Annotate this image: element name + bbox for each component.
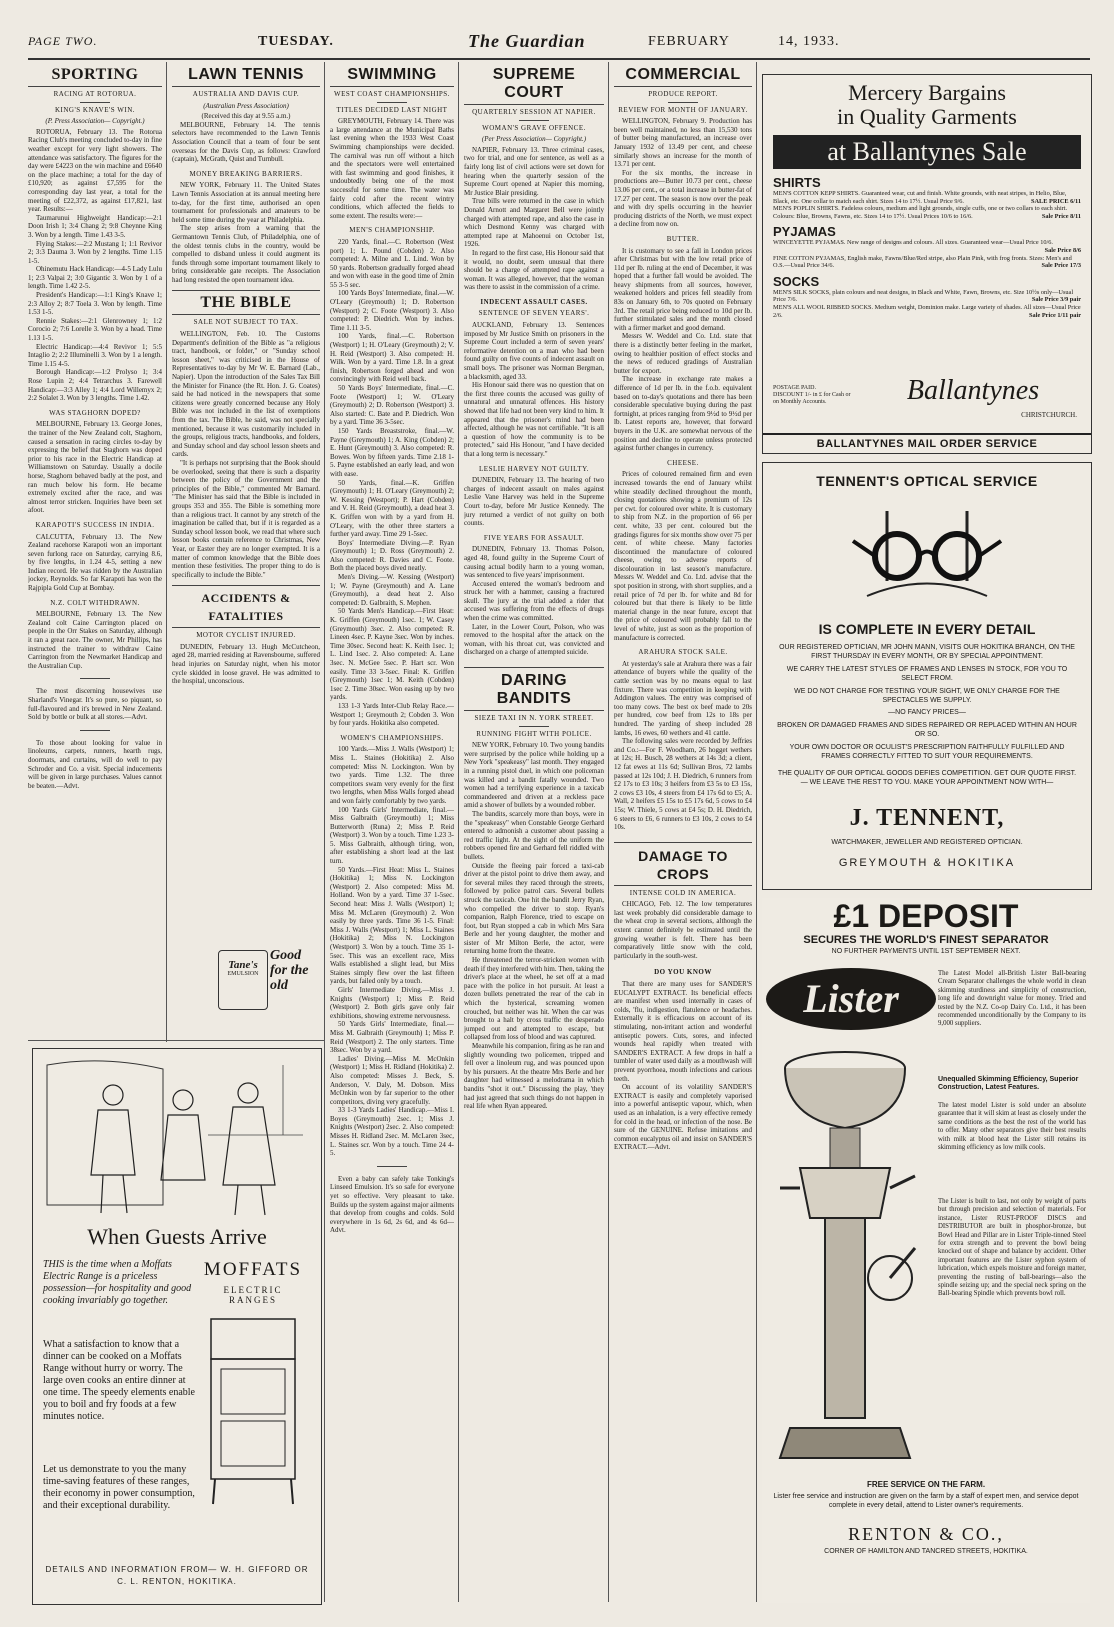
credit: (Per Press Association— Copyright.) [481, 135, 587, 144]
advertisement: To those about looking for value in linoleums, carpets, runners, hearth rugs, doormats, and curtains, will do well to pay Schroder and Co. a visit. Special inducements will be given in large purchases. Values cannot be beaten.—Advt. [28, 738, 162, 790]
divider [377, 102, 407, 103]
tennent-line: BROKEN OR DAMAGED FRAMES AND SIDES REPAIRED OR REPLACED WITHIN AN HOUR OR SO. [777, 722, 1077, 738]
credit: (Australian Press Association) [203, 101, 289, 110]
column-rule [458, 62, 459, 1602]
advertisement: Even a baby can safely take Tonking's Linseed Emulsion. It's so safe for everyone yet so effective. Very pleasant to take. Builds up the system against major ailments that develop from coughs and colds. Sold everywhere in 1s 6d, 2s 6d, and 4s 6d—Advt. [330, 1174, 454, 1235]
product-item [773, 289, 1081, 304]
paragraph: MELBOURNE, February 13. George Jones, the trainer of the New Zealand colt, Staghorn, caused a sensation in racing circles to-day by expressing the belief that Staghorn was doped prior to his race in the Electric Handicap at Williamstown on Saturday. Usually a docile horse, Staghorn behaved badly at the post, and ran much below his form. He became extremely excited after the race, and was almost terror stricken. Inquiries have been set afoot. [28, 420, 162, 515]
lister-dealer: RENTON & CO., [848, 1524, 1004, 1544]
tennis-column [172, 62, 320, 892]
city: CHRISTCHURCH. [1021, 411, 1077, 419]
paragraph: DUNEDIN, February 13. The hearing of two charges of indecent assault on males against Leslie Vane Harvey was held in the Supreme Court to-day, before Mr Justice Kennedy. The jury returned a verdict of not guilty on both counts. [464, 476, 604, 528]
page-number: PAGE TWO. [28, 34, 98, 48]
paragraph: 220 Yards, final.—C. Robertson (West port) 1; L. Pound (Cobden) 2. Also competed: A. Milne and L. Lind. Won by 50 yards. Robertson gradually forged ahead and won with ease in the good time of 2min 55 3-5 sec. [330, 237, 454, 289]
subhead: PRODUCE REPORT. [648, 90, 718, 98]
paragraph: 133 1-3 Yards Inter-Club Relay Race.—Westport 1; Greymouth 2; Cobden 3. Won by four yards. Hokitika also competed. [330, 701, 454, 728]
paragraph: Boys' Intermediate Diving.—P. Ryan (Greymouth) 1; D. Ross (Greymouth) 2. Also competed: R. Davies and C. Foote. Both the placed boys dived neatly. [330, 538, 454, 573]
crops-heading: DAMAGE TO CROPS [614, 842, 752, 886]
paragraph: True bills were returned in the case in which Donald Arnott and Margaret Bell were jointly charged with attempted rape, and also the case in which Desmond Kenny was charged with attempted rape at Mahoenui on October 1st, 1926. [464, 197, 604, 249]
lister-text: The Latest Model all-British Lister Ball-bearing Cream Separator challenges the whole world in clean skimming sturdiness and simplicity of construction, long life and downright value for money. Tried and tested by the N.Z. Co-op Dairy Co. Ltd., it has been recommended unconditionally by the Company to its 9,000 suppliers. [938, 970, 1086, 1028]
subhead: WEST COAST CHAMPIONSHIPS. [334, 90, 450, 98]
subhead: BUTTER. [666, 234, 700, 243]
ad-line: old [270, 978, 288, 993]
paragraph: MELBOURNE, February 14. The tennis selectors have recommended to the Lawn Tennis Association Council that a team of four be sent overseas for the Davis Cup, as follows: Crawford (captain), McGrath, Quist and Turnbull. [172, 120, 320, 164]
paragraph: For the six months, the increase in productions are—Butter 10.73 per cent., cheese 13.06 per cent., or a total increase in butter-fat of 17.27 per cent. The season is now over the peak and with dry spells occurring in the heavier producing districts of the North, we must expect a decline from now on. [614, 168, 752, 229]
section-heading: SOCKS [773, 273, 820, 289]
product-price: Sale Price 1/11 pair [1029, 311, 1081, 319]
commercial-heading: COMMERCIAL [614, 66, 752, 87]
note: (Received this day at 9.55 a.m.) [201, 112, 291, 121]
moffats-footer: DETAILS AND INFORMATION FROM— W. H. GIFFORD OR C. L. RENTON, HOKITIKA. [45, 1565, 309, 1586]
paragraph: The increase in exchange rate makes a difference of 1d per lb. in the f.o.b. equivalent based on to-day's quotations and there has been considerable speculative buying during the past fortnight, at prices ranging from 9½d to 9½d per lb. Latest reports are, however, that forward buyers in the U.K. are somewhat nervous of the position and decline to operate unless protected against further changes in currency. [614, 375, 752, 453]
paragraph: He threatened the terror-stricken women with death if they interfered with him. Then, taking the driver's place at the wheel, he set off at a mad pace with the police in hot pursuit. At least a dozen bullets penetrated the rear of the cab in which the hysterical, screaming women crouched, but neither was hit. When the car was brought to a halt by cross traffic the desperado jumped out and attempted to escape, but collapsed from loss of blood and was captured. [464, 956, 604, 1042]
subhead: QUARTERLY SESSION AT NAPIER. [472, 108, 596, 116]
paragraph: NAPIER, February 13. Three criminal cases, two for trial, and one for sentence, as well as a fairly long list of civil actions were set down for hearing when the quarterly session of the Supreme Court opened at Napier this morning, Mr Justice Blair presiding. [464, 145, 604, 197]
lister-text: The Lister is built to last, not only by weight of parts but through precision and selection of materials. For instance, Lister RUST-PROOF DISCS and DISTRIBUTOR are built in phosphor-bronze, but Bowl Head and Pillar are in Lister Triple-tinned Steel for extra strength and to prevent the bowl being knocked out of shape and balance by accident. Other important features are the Lister syphon system of lubrication, which expels moisture and foreign matter, preventing the rusting of ball-bearings—also the spindle seizing up; and the special neck spring on the Ball-bearing Spindle which prevents bowl roll. [938, 1198, 1086, 1298]
moffats-body: Let us demonstrate to you the many time-saving features of these ranges, their economy in power consumption, and their exceptional durability. [43, 1464, 195, 1511]
paragraph: Meanwhile his companion, firing as he ran and slightly wounding two policemen, tripped and fell over a linoleum rug, and was pounced upon by his pursuers. At the theatre Mrs Berle and her daughter had witnessed a melodrama in which bandits "shot it out." Discussing the play, 'they had just agreed that such things do not happen in real life when Ryan appeared. [464, 1042, 604, 1111]
paragraph: Girls' Intermediate Diving.—Miss J. Knights (Westport) 1; Miss P. Reid (Westport) 2. Both girls gave only fair exhibitions, showing extreme nervousness. [330, 985, 454, 1020]
subhead: AUSTRALIA AND DAVIS CUP. [192, 90, 300, 98]
paragraph: WELLINGTON, February 9. Production has been well maintained, no less than 15,530 tons of butter being manufactured, an increase over January 1932 of 13.49 per cent, and cheese similarly shows an increase for the month of 13.71 per cent. [614, 117, 752, 169]
postage-note: POSTAGE PAID. [773, 385, 816, 391]
section-heading: SHIRTS [773, 175, 821, 190]
paragraph: 50 Yards Boys' Intermediate, final.—C. Foote (Westport) 1; W. O'Leary (Greymouth) 2; D. Robertson (Westport) 3. Also started: C. Bate and P. Diedrich. Won by a yard. Time 36 3-5sec. [330, 384, 454, 427]
subhead: RACING AT ROTORUA. [53, 90, 137, 98]
paragraph: Ladies' Diving.—Miss M. McOnkin (Westport) 1; Miss H. Ridland (Hokitika) 2. Also competed: Misses J. Beck, S. Anderson, V. Daly, M. Dobson. Miss McOnkin won by far superior to the other competitors, diving very gracefully. [330, 1054, 454, 1106]
product-text: WINCEYETTE PYJAMAS. New range of designs and colours. All sizes. Guaranteed wear—Usual Price 10/6. [773, 239, 1053, 247]
paragraph: DUNEDIN, February 13. Hugh McCutcheon, aged 28, married residing at Ravensbourne, suffered head injuries on Saturday night, when his motor cycle skidded in loose gravel. He was admitted to the hospital, unconscious. [172, 642, 320, 686]
column-rule [756, 62, 757, 1602]
product-price: Sale Price 8/6 [1044, 246, 1081, 254]
lister-free: FREE SERVICE ON THE FARM. [866, 1480, 986, 1489]
subhead: N.Z. COLT WITHDRAWN. [50, 598, 140, 607]
lister-text: The latest model Lister is sold under an absolute guarantee that it will skim at least as closely under the same conditions as the best the rest of the world has to offer. Many other separators give their best results with milk at blood heat the Lister still retains its skimming efficiency as low milk cools. [938, 1102, 1086, 1152]
paragraph: The following sales were recorded by Jeffries and Co.:—For F. Woodham, 26 hogget wethers at 12s; H. Busch, 28 wethers at 14s 3d; a client, 12 fat ewes at 11s 6d; Sullivan Bros, 72 lambs passed at 12s 10d; J. H. Diedrich, 6 runners from £2 17s to £3 10s; 3 heifers from £3 5s to £3 15s, 2 cows £3 10s, 4 steers from £4 17s 6d to £5; A. Wall, 2 heifers £5 15s to £5 17s 6d, 5 cows to £4 15s; W. Thiele, 5 cows at £4 5s; D. H. Diedrich, 6 steers to £6, 6 runners to £3 10s, 2 cows to £4 10s. [614, 737, 752, 832]
accidents-heading: ACCIDENTS & FATALITIES [172, 585, 320, 628]
paragraph: In regard to the first case, His Honour said that it would, no doubt, seem unusual that there should be a charge of attempted rape against a woman. It was alleged, however, that the woman was there to assist in the commission of a crime. [464, 248, 604, 292]
paragraph: 50 Yards Men's Handicap.—First Heat: K. Griffen (Greymouth) 1sec. 1; W. Casey (Greymouth) 3sec. 2. Also competed: R. Lineen 4sec. P. Kayne 3sec. Won by inches. Time 30sec. Second heat: K. Keith 1sec. 1; L. Lind 1sec. 2. Also competed: A. Lane 3sec. N. McGee 5sec. P. Hart scr. Won easily. Time 33 3-5sec. Final: K. Griffen (Greymouth) 1sec 1; M. Keith (Cobden) 1sec 2. Time 30sec. Won easing up by two yards. [330, 607, 454, 702]
tennent-line: WE DO NOT CHARGE FOR TESTING YOUR SIGHT, WE ONLY CHARGE FOR THE SPECTACLES WE SUPPLY. [794, 688, 1060, 704]
paragraph: 50 Yards.—First Heat: Miss L. Staines (Hokitika) 1; Miss N. Lockington (Westport) 2. Also competed: Miss M. Holland. Won by a yard. Time 37 1-5sec. Second heat: Miss J. Walls (Westport) 1; Miss M. McLaren (Greymouth) 2. Won easily by three yards. Time 36 1-5. Final: Miss J. Walls (Westport) 1; Miss L. Staines (Hokitika) 2; Miss N. Lockington (Westport) 3. Won by a touch. Time 35 1-5sec. This was an excellent race, Miss Walls established a slight lead, but Miss Staines simply flew over the last fifteen yards, but failed only by a touch. [330, 865, 454, 986]
lister-ad [762, 898, 1090, 1603]
sporting-heading: SPORTING [28, 66, 162, 87]
lister-address: CORNER OF HAMILTON AND TANCRED STREETS, HOKITIKA. [824, 1548, 1028, 1555]
ballantynes-signature: Ballantynes [906, 375, 1040, 406]
paragraph: Men's Diving.—W. Kessing (Westport) 1; W. Payne (Greymouth) and A. Lane (Greymouth), a dead heat 2. Also competed: D. Galbraith, S. Mephen. [330, 573, 454, 607]
paragraph: 50 Yards Girls' Intermediate, final.—Miss M. Galbraith (Greymouth) 1; Miss P. Reid (Westport) 2. The only starters. Time 38sec. Won by a yard. [330, 1020, 454, 1055]
product-text: MEN'S SILK SOCKS, plain colours and neat designs, in Black and White, Fawn, Browns, etc. Size 10½s only—Usual Price 7/6. [773, 288, 1074, 304]
product-price: Sale Price 8/11 [1041, 212, 1081, 220]
column-rule [166, 62, 167, 1042]
subhead: KING'S KNAVE'S WIN. [54, 105, 136, 114]
tennent-towns: GREYMOUTH & HOKITIKA [838, 857, 1016, 869]
paragraph: Prices of coloured remained firm and even increased towards the end of January whilst white steadily declined throughout the month, closing quotations showing a premium of 12s per cwt. for coloured over white. It is customary to ship from N.Z. in the proportion of 66 per cent. white, 33 per cent. coloured but the gradings figures for six months show over 75 per cent. of white cheese. Many factories discontinued the manufacture of coloured cheese, owing to adverse reports of discolouration in last season's manufacture. Messrs W. Weddel and Co. Ltd. advise that the spot position in strong, with short supplies, and a retail price of 7d per lb. for white and 8d for coloured but that there is likely to be little material change in the near future, except that the price of coloured will probably fall to the level of white, just as soon as the proportion of manufacture is corrected. [614, 470, 752, 642]
product-price: SALE PRICE 6/11 [1030, 197, 1081, 205]
product-item [773, 255, 1081, 270]
subhead: SIEZE TAXI IN N. YORK STREET. [474, 714, 594, 723]
electric-range-icon [203, 1309, 303, 1509]
day: TUESDAY. [258, 34, 334, 49]
ad-line: Good [270, 948, 302, 963]
date: 14, 1933. [778, 34, 840, 49]
divider [80, 730, 110, 731]
deposit-heading: £1 DEPOSIT [833, 898, 1019, 934]
paragraph: MELBOURNE, February 13. The New Zealand colt Caine Carrington placed on people in the Orr Stakes on Saturday, although it ran a great race. The owner, Mr Phillips, has instructed the trainer to withdraw Caine Carrington from the Newmarket Handicap and the Australian Cup. [28, 610, 162, 670]
product-price: Sale Price 3/9 pair [1031, 296, 1081, 304]
paragraph: DUNEDIN, February 13. Thomas Polson, aged 48, found guilty in the Supreme Court of causing actual bodily harm to a young woman, was sentenced to five years' imprisonment. [464, 545, 604, 580]
subhead: MOTOR CYCLIST INJURED. [196, 631, 296, 640]
paragraph: CALCUTTA, February 13. The New Zealand racehorse Karapoti won an important seven furlong race on Saturday, carrying 8.6, by five lengths, in 1.24 4-5, setting a new Indian record. He was ridden by the Australian jockey, Reynolds. So far Karapoti has won the Rajpipla Gold Cup at Bombay. [28, 532, 162, 593]
bible-heading: THE BIBLE [172, 290, 320, 315]
moffats-intro: THIS is the time when a Moffats Electric Range is a priceless possession—for hospitality and good cooking invariably go together. [43, 1259, 192, 1306]
subhead: LESLIE HARVEY NOT GUILTY. [479, 464, 589, 473]
paragraph: 100 Yards Boys' Intermediate, final.—W. O'Leary (Greymouth) 1; D. Robertson (Westport) 2; C. Foote (Westport) 3. Also competed: P. Diedrich. Won by inches. Time 1.11 3-5. [330, 289, 454, 332]
divider [519, 726, 549, 727]
subhead: WOMAN'S GRAVE OFFENCE. [482, 123, 586, 132]
month: FEBRUARY [648, 34, 730, 49]
paragraph: Borough Handicap:—1:2 Prolyso 1; 3:4 Rose Lupin 2; 4:4 Tetrarchus 3. Farewell Handicap:—3:3 Alley 1; 4:4 Lord Willemyx 2; 2:2 Solalet 3. Won by 3 lengths. Time 1.42. [28, 368, 162, 403]
lawn-tennis-heading: LAWN TENNIS [172, 66, 320, 87]
paragraph: WELLINGTON, Feb. 10. The Customs Department's definition of the Bible as "a religious tract, handbook, or folder," or "Sunday school lesson sheet," was criticised in the House of Representatives to-day by Mr W. E. Barnard (Lab., Napier). Upon the introduction of the Sales Tax Bill the Minister for Finance (the Rt. Hon. J. G. Coates) said he had noticed in the newspapers that some citizens were greatly concerned because any Holy Bible was not included in the list of exemptions from the tax. The Bible, he said, was not specially mentioned, because it was customarily included in the groups, religious tracts, handbooks, and folders, and Sunday school and day school lesson sheets and cards. [172, 330, 320, 459]
column-rule [324, 62, 325, 1602]
ad-rule [28, 1040, 324, 1041]
mercery-title: in Quality Garments [837, 104, 1017, 129]
moffats-body: What a satisfaction to know that a dinner can be cooked on a Moffats Range without hurry or worry. The large oven cooks an entire dinner at one time. The speedy elements enable you to boil and fry foods at a few minutes notice. [43, 1339, 195, 1422]
product-item [773, 239, 1081, 254]
masthead-rule [28, 58, 1090, 60]
paragraph: NEW YORK, February 10. Two young bandits were surprised by the police while holding up a New York "speakeasy" last month. They engaged in a running pistol duel, in which one policeman was killed and a bandit fatally wounded. Two women had a terrifying experience in a taxicab commandeered and driven at a reckless pace amid a shower of bullets by a wounded robber. [464, 741, 604, 810]
spectacles-icon [847, 501, 1007, 606]
product-text: MEN'S ALL WOOL RIBBED SOCKS. Medium weight, Dominion make. Large variety of shades. All sizes—Usual Price 2/6. [773, 303, 1081, 319]
product-item [773, 205, 1081, 220]
paragraph: ROTORUA, February 13. The Rotorua Racing Club's meeting concluded to-day in fine weather except for very light showers. The attendance was satisfactory. The figures for the day were £4223 on the win machine and £6640 on the place machine; a total for the day of £10,920; as against £7,595 for the corresponding day last year, a total for the meeting of £22,372, as against £17,821, last year. Results:— [28, 127, 162, 214]
paragraph: Electric Handicap:—4:4 Revivor 1; 5:5 Intaglio 2; 2:2 Illuminelli 3. Won by 1 a length. Time 1.15 4-5. [28, 342, 162, 368]
divider [377, 1166, 407, 1167]
mercery-title: Mercery Bargains [848, 80, 1006, 105]
lister-nofurther: NO FURTHER PAYMENTS UNTIL 1ST SEPTEMBER NEXT. [831, 948, 1021, 955]
ad-line: for the [270, 963, 309, 978]
subhead: MEN'S CHAMPIONSHIP. [349, 226, 435, 235]
divider [668, 102, 698, 103]
paragraph: Outside the fleeing pair forced a taxi-cab driver at the pistol point to drive them away, and for several miles they raced through the streets, followed by police patrol cars. Several bullets struck the taxicab. One hit the bandit Jerry Ryan, who compelled the driver to stop. Ryan's companion, Ralph Florence, tried to escape on foot, but Ryan stopped a cab in which Mrs Sara Berle and her young daughter, the mother and sister of Mr Milton Berle, the actor, were returning home from the theatre. [464, 861, 604, 956]
paragraph: Flying Stakes:—2:2 Mustang 1; 1:1 Revivor 2; 3:3 Dauma 3. Won by 2 lengths. Time 1.15 1-5. [28, 239, 162, 265]
paragraph: President's Handicap:—1:1 King's Knave 1; 2:3 Alloy 2; 8:7 Toela 3. Won by length. Time 1.53 1-5. [28, 291, 162, 317]
subhead: FIVE YEARS FOR ASSAULT. [483, 533, 585, 542]
product-item [773, 304, 1081, 319]
masthead [28, 31, 1090, 54]
daring-bandits-heading: DARING BANDITS [464, 667, 604, 711]
subhead: WOMEN'S CHAMPIONSHIPS. [340, 733, 444, 742]
product-price: Sale Price 17/3 [1041, 262, 1081, 270]
paper-title: The Guardian [468, 31, 586, 51]
lister-logo: Lister [766, 968, 936, 1030]
moffats-ad [32, 1048, 322, 1605]
mercery-banner: at Ballantynes Sale [773, 135, 1081, 169]
paragraph: 100 Yards.—Miss J. Walls (Westport) 1; Miss L. Staines (Hokitika) 2. Also competed: Miss N. Lockington. Won by two yards. Time 1.32. The three competitors swam very evenly for the first two lengths, when Miss Walls forged ahead and won fairly comfortably by two yards. [330, 745, 454, 805]
subhead: CHEESE. [667, 458, 699, 467]
moffats-brand: MOFFATS [203, 1259, 303, 1280]
guests-illustration [43, 1055, 311, 1220]
tennent-line: YOUR OWN DOCTOR OR OCULIST'S PRESCRIPTION FAITHFULLY FULFILLED AND FRAMES CORRECTLY FITTED TO SUIT YOUR REQUIREMENTS. [789, 744, 1065, 760]
section-heading: PYJAMAS [773, 224, 836, 240]
subhead: KARAPOTI'S SUCCESS IN INDIA. [35, 520, 155, 529]
emulsion-ad [218, 944, 320, 1014]
lister-service: Lister free service and instruction are given on the farm by a staff of expert men, and service depot complete in every detail, attend to Lister owner's requirements. [773, 1493, 1079, 1509]
subhead: DO YOU KNOW [654, 968, 712, 977]
ad-brand: Tane's [228, 959, 258, 971]
paragraph: The step arises from a warning that the Germantown Tennis Club, of Philadelphia, one of the oldest tennis clubs in the country, would be compelled to disband unless it could augment its funds through some important tournament likely to bring considerable gate receipts. The Association had long resisted the open tournament idea. [172, 224, 320, 284]
paragraph: 100 Yards, final.—C. Robertson (Westport) 1; H. O'Leary (Greymouth) 2; V. H. Reid (Westport) 3. Also competed: H. Wilk. Won by a yard. Time 1.8. In a great finish, Robertson forged ahead and won convincingly with Reid well back. [330, 332, 454, 384]
subhead: INDECENT ASSAULT CASES. [480, 297, 588, 306]
ballantynes-footer: BALLANTYNES MAIL ORDER SERVICE [763, 433, 1091, 453]
lister-features: Unequalled Skimming Efficiency, Superior Construction, Latest Features. [938, 1076, 1079, 1092]
separator-icon [770, 1048, 920, 1468]
sporting-column [28, 62, 162, 1038]
commercial-column [614, 62, 752, 1602]
column-rule [608, 62, 609, 1602]
paragraph: 33 1-3 Yards Ladies' Handicap.—Miss I. Boyes (Greymouth) 2sec. 1; Miss J. Knights (Westport) 2sec. 2. Also competed: Misses H. Ridland 2sec. M. McLaren 3sec, L. Staines scr. Won by a touch. Time 24 4-5. [330, 1106, 454, 1158]
paragraph: Ohinemutu Hack Handicap:—4-5 Lady Lulu 1; 2:3 Valpai 2; 3:0 Gigantic 3. Won by 1 of a length. Time 1.42 2-5. [28, 265, 162, 291]
paragraph: Rennie Stakes:—2:1 Glenrowney 1; 1:2 Corocio 2; 7:6 Lorelle 3. Won by a head. Time 1.13 1-5. [28, 316, 162, 343]
divider [80, 678, 110, 679]
advertisement: The most discerning housewives use Sharland's Vinegar. It's so pure, so piquant, so full-flavoured and it's brewed in New Zealand. Sold by bottle or bulk at all stores.—Advt. [28, 687, 162, 722]
divider [519, 120, 549, 121]
product-item [773, 190, 1081, 205]
paragraph: At yesterday's sale at Arahura there was a fair attendance of buyers while the quality of the cattle section was by no means equal to last fixture. There was competition in keeping with Addington values. The entry was comprised of too many cows. The best ox beef made to 20s per hundred, cow beef from 12s to 18s per hundred. The yarding of sheep included 28 lambs, 16 ewes, 60 wethers and 41 cattle. [614, 659, 752, 737]
paragraph: NEW YORK, February 11. The United States Lawn Tennis Association at its annual meeting here to-day, for the first time, authorised an open tournament for professionals and amateurs to be held some time during the year at Philadelphia. [172, 181, 320, 224]
tennent-line: —NO FANCY PRICES— [888, 709, 966, 716]
ad-sub: EMULSION [227, 971, 259, 977]
discount-note: DISCOUNT 1/- in £ for Cash or on Monthly Accounts. [773, 392, 851, 405]
tennent-name: J. TENNENT, [849, 805, 1005, 831]
paragraph: GREYMOUTH, February 14. There was a large attendance at the Municipal Baths last evening when the 1933 West Coast Swimming championships were decided. The carnival was run off without a hitch and the spectators were well entertained with fast swimming and good finishes, it undoubtedly being one of the most successful for some time. The water was fairly cold after the recent wintry conditions, which affected the fields to some extent. The results were:— [330, 117, 454, 220]
tennent-complete: IS COMPLETE IN EVERY DETAIL [818, 621, 1036, 637]
paragraph: On account of its volatility SANDER'S EXTRACT is easily and completely vaporised into a powerful antiseptic vapour, which, when used as an inhalation, is a very effective remedy for cold in the head, or infection of the nose. Be sure of the GENUINE. Refuse imitations and common eucalyptus oil and insist on SANDER'S EXTRACT.—Advt. [614, 1083, 752, 1152]
court-column [464, 62, 604, 1602]
moffats-sub: ELECTRIC RANGES [223, 1285, 283, 1305]
paragraph: Messrs W. Weddel and Co. Ltd. state that there is a distinctly better feeling in the market, owing to healthier position of effect stocks and the news of reduced gradings of Australian butter for export. [614, 332, 752, 375]
paragraph: Taumarunui Highweight Handicap:—2:1 Doon Irish 1; 3:4 Chang 2; 9:8 Cheynne King 3. Won by a length. Time 1.43 3-5. [28, 213, 162, 239]
product-text: FINE COTTON PYJAMAS, English make, Fawns/Blue/Red stripe, also Plain Pink, with frog fronts. Sizes: Men's and O.S.—Usual Price 34/6. [773, 254, 1072, 270]
bottle-icon [218, 950, 268, 1010]
tennent-heading: TENNENT'S OPTICAL SERVICE [816, 473, 1038, 489]
subhead: REVIEW FOR MONTH OF JANUARY. [618, 105, 748, 114]
paragraph: 150 Yards Breaststroke, final.—W. Payne (Greymouth) 1; A. King (Cobden) 2; E. Hunt (Greymouth) 3. Also competed: R. Bowes. Won by fifteen yards. Time 2.18 1-5. Payne established an early lead, and won with ease. [330, 426, 454, 478]
ballantynes-ad [762, 74, 1092, 454]
paragraph: Later, in the Lower Court, Polson, who was removed to the hospital after the attack on the woman, with his throat cut, was convicted and discharged on a charge of attempted suicide. [464, 622, 604, 657]
lister-secures: SECURES THE WORLD'S FINEST SEPARATOR [803, 934, 1049, 946]
paragraph: His Honour said there was no question that on the first three counts the accused was guilty of unnatural and unnatural offences. His history showed that life had not been very kind to him. It appeared that the prisoner's mind had been affected, although he was not certifiable. "It is all a question of how the community is to be protected," said His Honour, "and I have decided that a long term is necessary." [464, 381, 604, 458]
paragraph: That there are many uses for SANDER'S EUCALYPT EXTRACT. Its beneficial effects are manifest when used internally in cases of colds, 'flu, indigestion, flatulence or headaches. Externally it is efficacious on account of its stimulating, non-irritant action and wonderful antiseptic powers. Cuts, sores, and infected wounds heal rapidly when treated with SANDER'S EXTRACT. A few drops in half a tumbler of water used daily as a mouthwash will prevent pyorrhoea, mouth infections and carious teeth. [614, 980, 752, 1083]
swimming-column [330, 62, 454, 1602]
tennent-ad [762, 462, 1092, 890]
subhead: SENTENCE OF SEVEN YEARS'. [478, 309, 590, 318]
subhead: RUNNING FIGHT WITH POLICE. [476, 729, 592, 738]
subhead: MONEY BREAKING BARRIERS. [189, 169, 303, 178]
tennent-line: WE CARRY THE LATEST STYLES OF FRAMES AND LENSES IN STOCK, FOR YOU TO SELECT FROM. [786, 666, 1068, 682]
paragraph: 50 Yards, final.—K. Griffen (Greymouth) 1; H. O'Leary (Greymouth) 2; W. Kessing (Westport); P. Hart (Cobden) and V. H. Reid (Greymouth), a dead heat 3. K. Griffen won with by a yard from H. O'Leary, with the other three starters a further yard away. Time 29 1-5sec. [330, 478, 454, 539]
subhead: ARAHURA STOCK SALE. [638, 648, 728, 657]
subhead: WAS STAGHORN DOPED? [49, 408, 141, 417]
tennent-trade: WATCHMAKER, JEWELLER AND REGISTERED OPTICIAN. [831, 839, 1023, 846]
paragraph: Accused entered the woman's bedroom and struck her with a hammer, causing a fractured skull. The jury at the trial added a rider that accused was suffering from the effects of drugs when the crime was committed. [464, 579, 604, 623]
divider [80, 102, 110, 103]
paragraph: 100 Yards Girls' Intermediate, final.—Miss Galbraith (Greymouth) 1; Miss Butterworth (Runa) 2; Miss P. Reid (Westport) 3. Won by a touch. Time 1.23 3-5. Miss Galbraith, although tiring, won, after establishing a short lead at the last turn. [330, 805, 454, 866]
paragraph: CHICAGO, Feb. 12. The low temperatures last week probably did considerable damage to the wheat crop in several sections, although the extent cannot definitely be estimated until the growing weather is felt. There has been comparatively little snow with the cold, particularly in the south-west. [614, 900, 752, 960]
subhead: INTENSE COLD IN AMERICA. [629, 888, 737, 897]
supreme-court-heading: SUPREME COURT [464, 66, 604, 105]
paragraph: It is customary to see a fall in London prices after Christmas but with the low retail price of 11d per lb. ruling at the end of December, it was hoped that a further fall would be avoided. The heavy shipments from all sources, however, weakened holders and prices fell steadily from 83s on January 6th, to 70s quoted on February 3rd. The retail price being reduced to 10d per lb. further stimulated sales and the month closed with a firmer market and good demand. [614, 246, 752, 332]
swimming-heading: SWIMMING [330, 66, 454, 87]
subhead: TITLES DECIDED LAST NIGHT [336, 105, 448, 114]
credit: (P. Press Association— Copyright.) [45, 117, 145, 126]
product-text: MEN'S POPLIN SHIRTS. Fadeless colours, medium and light grounds, single cuffs, one or two collars to each shirt. Colours: Blue, Browns, Fawns, etc. Sizes 14 to 17½. Usual Prices 10/6 to 16/6. [773, 205, 1068, 220]
paragraph: AUCKLAND, February 13. Sentences imposed by Mr Justice Smith on prisoners in the Supreme Court included a term of seven years' reformative detention on a man who had been found guilty on five counts of indecent assault on small boys. The prisoner was Norman Bergman, a blacksmith, aged 33. [464, 321, 604, 381]
moffats-heading: When Guests Arrive [87, 1224, 267, 1249]
paragraph: "It is perhaps not surprising that the Book should be overlooked, seeing that there is such a disparity between the policy of the Government and the principles of the Bible," commented Mr Barnard. "The Minister has said that the Bible is included in groups 353 and 355. The Bible is something more than a religious tract. It cannot by any stretch of the imagination be called that, but if it is regarded as a Sunday school lesson book, we read that where such lesson books contain reference to Christmas, New Year, or Easter they are no longer exempted. It is a matter of common knowledge that the Bible does mention these festivities. The proper thing to do is specifically to include the Bible." [172, 458, 320, 579]
subhead: SALE NOT SUBJECT TO TAX. [193, 318, 299, 327]
paragraph: The bandits, scarcely more than boys, were in the "speakeasy" when Constable George Gerhard entered to admonish a customer about passing a red traffic light. At the sight of the uniform the robbers opened fire and Gerhard fell riddled with bullets. [464, 809, 604, 861]
tennent-line: OUR REGISTERED OPTICIAN, MR JOHN MANN, VISITS OUR HOKITIKA BRANCH, ON THE FIRST THURSDAY IN EVERY MONTH, OR BY SPECIAL APPOINTMENT. [779, 644, 1075, 660]
product-text: MEN'S COTTON KEPP SHIRTS. Guaranteed wear, cut and finish. White grounds, with neat stripes, in Helio, Blue, Black, etc. One collar to match each shirt. Sizes 14 to 17½. Usual Price 9/6. [773, 190, 1067, 205]
tennent-line: THE QUALITY OF OUR OPTICAL GOODS DEFIES COMPETITION. GET OUR QUOTE FIRST. — WE LEAVE THE REST TO YOU. MAKE YOUR APPOINTMENT NOW WITH— [777, 770, 1077, 786]
